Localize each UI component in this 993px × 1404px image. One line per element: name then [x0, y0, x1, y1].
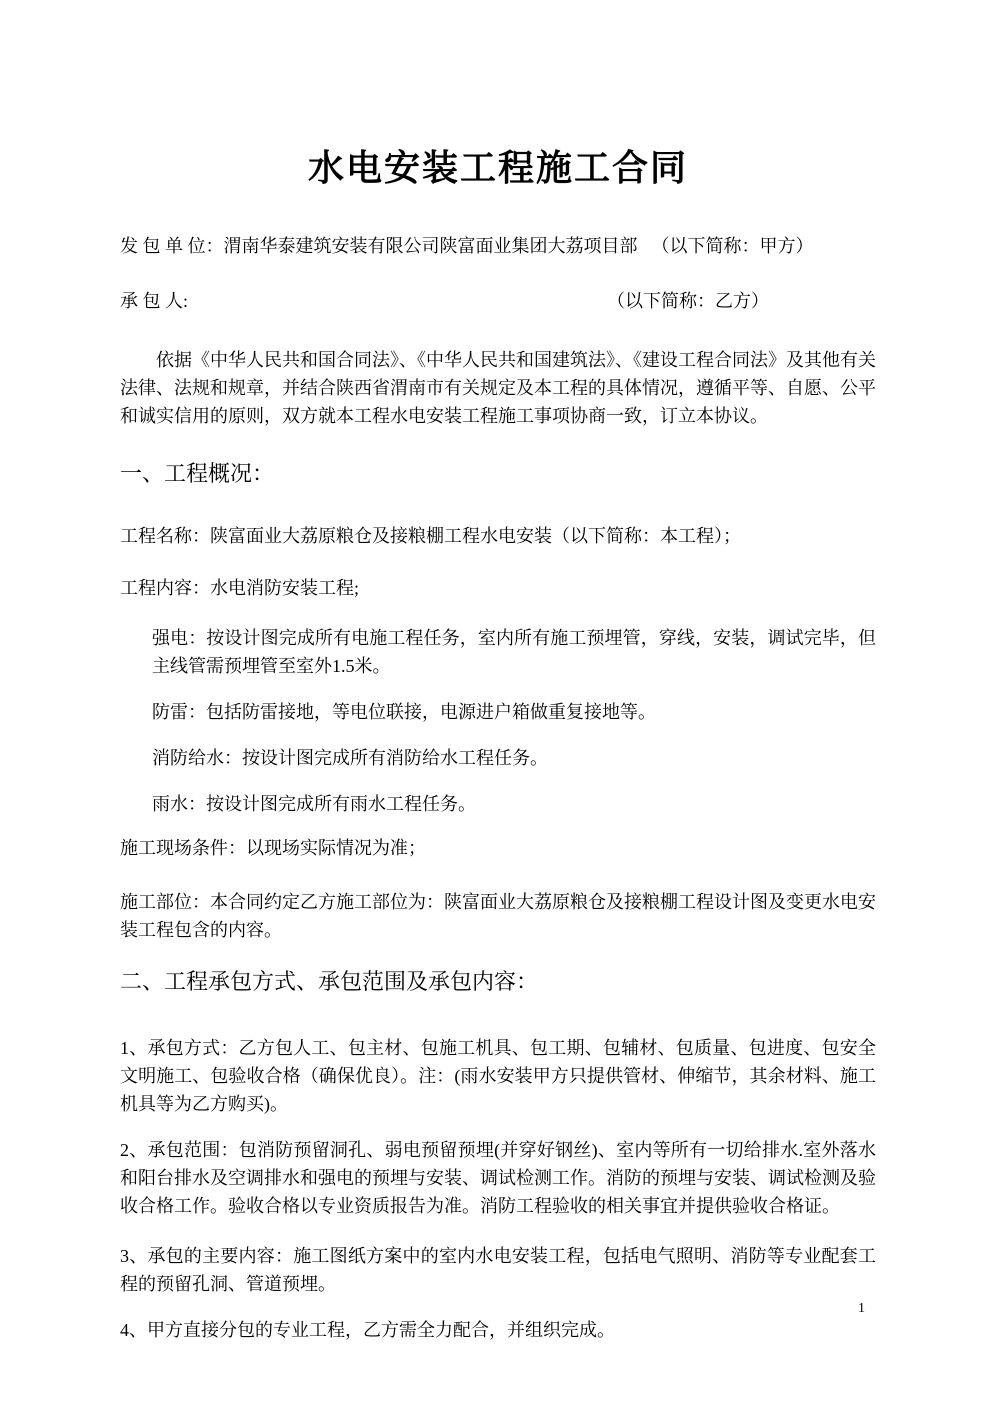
sub-item-lightning-protection: 防雷：包括防雷接地，等电位联接，电源进户箱做重复接地等。 — [152, 702, 656, 722]
page-content — [120, 0, 876, 1362]
section-2-heading: 二、工程承包方式、承包范围及承包内容： — [120, 969, 539, 994]
site-condition-line: 施工现场条件：以现场实际情况为准； — [120, 838, 426, 858]
party-a-label: 发 包 单 位： — [120, 236, 224, 256]
sub-item-rain-water: 雨水：按设计图完成所有雨水工程任务。 — [152, 794, 476, 814]
contract-item-2: 2、承包范围：包消防预留洞孔、弱电预留预埋(并穿好钢丝)、室内等所有一切给排水.室外落水和阳台排水及空调排水和强电的预埋与安装、调试检测工作。消防的预埋与安装、调试检测及验收合格工作。验收合格以专业资质报告为准。消防工程验收的相关事宜并提供验收合格证。 — [120, 1140, 876, 1216]
party-b-note: （以下简称：乙方） — [607, 291, 769, 311]
sub-item-strong-electric: 强电：按设计图完成所有电施工程任务，室内所有施工预埋管，穿线，安装，调试完毕，但主线管需预埋管至室外1.5米。 — [152, 628, 876, 676]
party-a-line — [120, 232, 876, 260]
contract-item-3: 3、承包的主要内容：施工图纸方案中的室内水电安装工程，包括电气照明、消防等专业配套工程的预留孔洞、管道预埋。 — [120, 1246, 876, 1294]
preamble-paragraph: 依据《中华人民共和国合同法》、《中华人民共和国建筑法》、《建设工程合同法》及其他有关法律、法规和规章，并结合陕西省渭南市有关规定及本工程的具体情况，遵循平等、自愿、公平和诚实信用的原则，双方就本工程水电安装工程施工事项协商一致，订立本协议。 — [120, 350, 876, 426]
party-a-note: （以下简称：甲方） — [651, 236, 814, 256]
party-b-line — [120, 287, 876, 315]
project-content-line: 工程内容：水电消防安装工程; — [120, 578, 359, 598]
contract-item-4: 4、甲方直接分包的专业工程，乙方需全力配合，并组织完成。 — [120, 1320, 615, 1340]
project-scope-sub-items — [120, 624, 876, 818]
party-b-label: 承 包 人: — [120, 291, 189, 311]
party-a-value: 渭南华泰建筑安装有限公司陕富面业集团大荔项目部 — [223, 236, 638, 256]
section-1-heading: 一、工程概况： — [120, 461, 275, 486]
contract-item-1: 1、承包方式：乙方包人工、包主材、包施工机具、包工期、包辅材、包质量、包进度、包安全文明施工、包验收合格（确保优良）。注：(雨水安装甲方只提供管材、伸缩节，其余材料、施工机具等为乙方购买)。 — [120, 1038, 876, 1114]
document-title: 水电安装工程施工合同 — [307, 148, 688, 188]
work-location-paragraph: 施工部位：本合同约定乙方施工部位为：陕富面业大荔原粮仓及接粮棚工程设计图及变更水电安装工程包含的内容。 — [120, 892, 876, 940]
page-number: 1 — [858, 1301, 865, 1316]
sub-item-fire-water: 消防给水：按设计图完成所有消防给水工程任务。 — [152, 748, 548, 768]
project-name-line: 工程名称：陕富面业大荔原粮仓及接粮棚工程水电安装（以下简称：本工程）； — [120, 526, 741, 546]
